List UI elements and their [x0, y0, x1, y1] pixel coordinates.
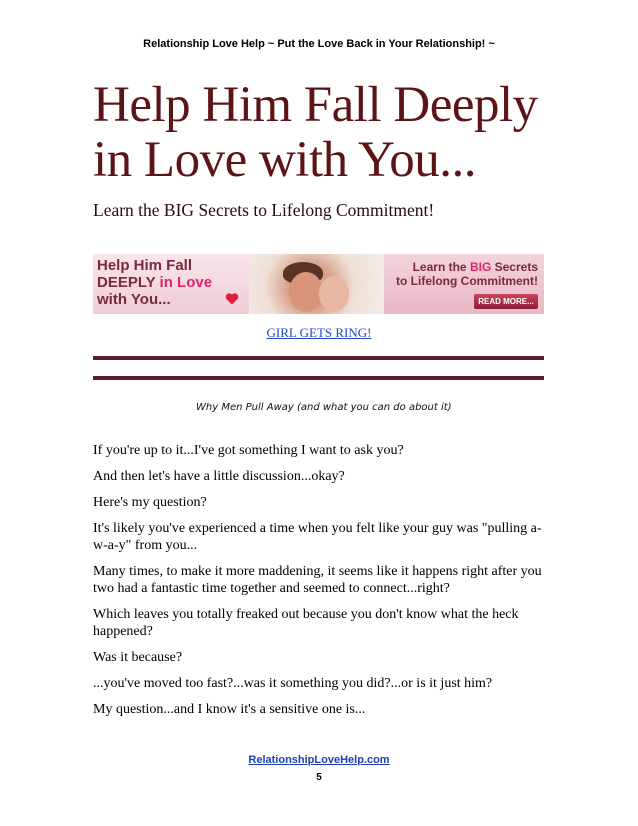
- photo-face-man: [289, 272, 323, 312]
- paragraph: It's likely you've experienced a time when you felt like your guy was "pulling a-w-a-y" from you...: [93, 521, 542, 553]
- paragraph: Was it because?: [93, 650, 183, 665]
- page-header: Relationship Love Help ~ Put the Love Back in Your Relationship! ~: [143, 38, 495, 50]
- read-more-button[interactable]: READ MORE...: [474, 294, 538, 309]
- paragraph: ...you've moved too fast?...was it something you did?...or is it just him?: [93, 676, 493, 691]
- divider-bottom: [93, 376, 544, 380]
- banner-right-panel: [384, 254, 544, 314]
- banner-line-3: with You...: [97, 291, 171, 308]
- heart-icon: [225, 292, 239, 306]
- couple-photo: [249, 254, 384, 314]
- section-tagline: Why Men Pull Away (and what you can do about it): [196, 402, 452, 413]
- paragraph: Which leaves you totally freaked out because you don't know what the heck happened?: [93, 607, 519, 639]
- banner-right-1c: Secrets: [491, 260, 538, 274]
- title-line-2: in Love with You...: [93, 132, 476, 188]
- banner-right-2: to Lifelong Commitment!: [396, 274, 538, 288]
- article-body: [93, 442, 548, 727]
- banner-left-panel: [93, 254, 249, 314]
- paragraph: Here's my question?: [93, 495, 207, 510]
- page-number: 5: [316, 772, 322, 783]
- photo-face-woman: [319, 276, 349, 312]
- divider-top: [93, 356, 544, 360]
- paragraph: Many times, to make it more maddening, it seems like it happens right after you two had a fantastic time together and seemed to connect...right?: [93, 564, 542, 596]
- banner-line-2b: in Love: [159, 274, 213, 291]
- banner-line-2a: DEEPLY: [97, 274, 160, 291]
- banner-right-1a: Learn the: [412, 260, 470, 274]
- paragraph: My question...and I know it's a sensitive one is...: [93, 702, 366, 717]
- banner-right-1b: BIG: [469, 260, 492, 274]
- banner-secret-text: [396, 260, 538, 288]
- footer-site-link[interactable]: RelationshipLoveHelp.com: [248, 754, 390, 766]
- page-subtitle: Learn the BIG Secrets to Lifelong Commitment!: [93, 200, 435, 220]
- paragraph: And then let's have a little discussion...okay?: [93, 469, 345, 484]
- girl-gets-ring-link[interactable]: GIRL GETS RING!: [266, 325, 372, 340]
- title-line-1: Help Him Fall Deeply: [93, 77, 538, 133]
- banner-line-1: Help Him Fall: [97, 257, 193, 274]
- promo-banner[interactable]: [93, 254, 544, 314]
- page-title: [93, 78, 538, 188]
- banner-headline: [97, 257, 212, 308]
- paragraph: If you're up to it...I've got something I want to ask you?: [93, 443, 404, 458]
